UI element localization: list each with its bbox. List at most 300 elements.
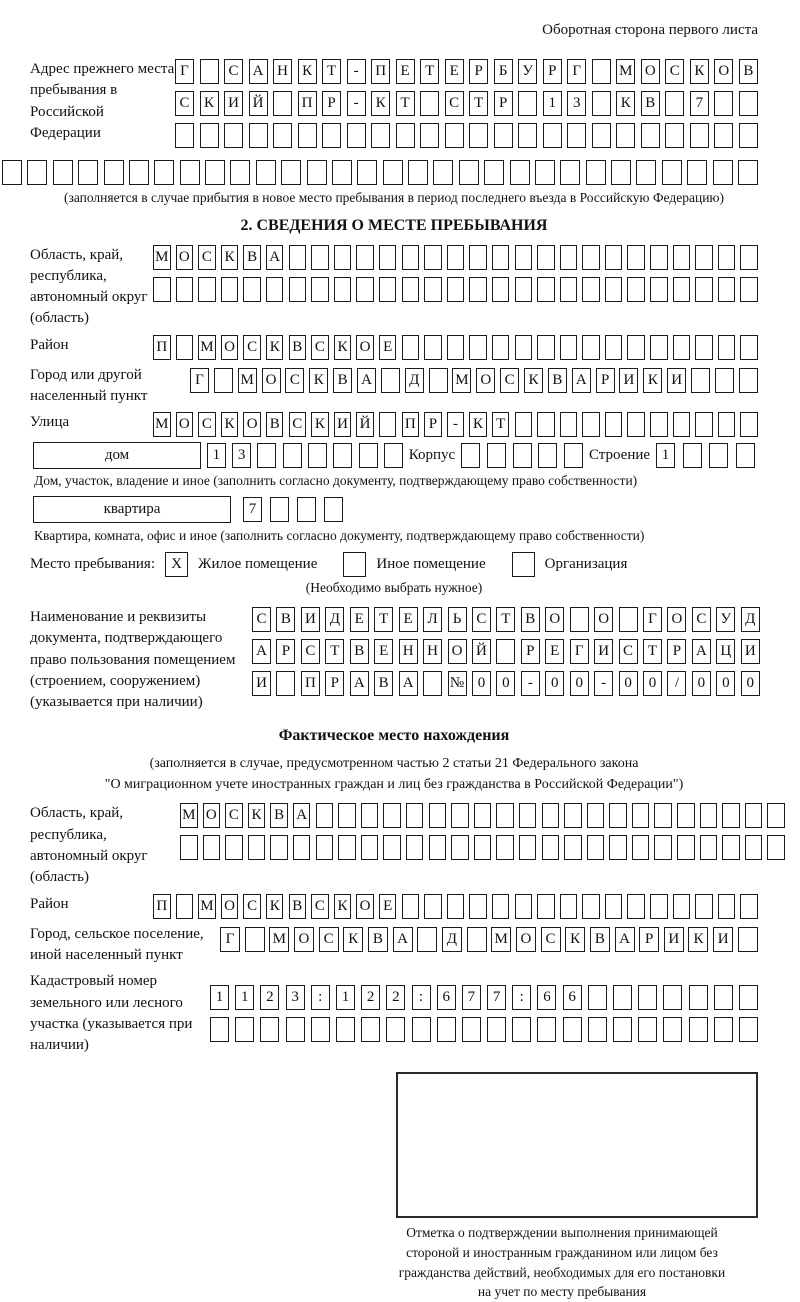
- char-cell[interactable]: [627, 412, 645, 437]
- char-cell[interactable]: [740, 894, 758, 919]
- char-cell[interactable]: [281, 160, 301, 185]
- char-cell[interactable]: Г: [570, 639, 589, 664]
- char-cell[interactable]: [745, 835, 763, 860]
- char-cell[interactable]: Р: [322, 91, 341, 116]
- char-cell[interactable]: [654, 803, 672, 828]
- char-cell[interactable]: [714, 123, 733, 148]
- char-cell[interactable]: [307, 160, 327, 185]
- char-cell[interactable]: Р: [543, 59, 562, 84]
- char-cell[interactable]: [560, 160, 580, 185]
- char-cell[interactable]: [738, 160, 758, 185]
- char-cell[interactable]: [492, 894, 510, 919]
- char-cell[interactable]: [361, 803, 379, 828]
- char-cell[interactable]: [714, 985, 733, 1010]
- char-cell[interactable]: [496, 803, 514, 828]
- char-cell[interactable]: [586, 160, 606, 185]
- char-cell[interactable]: П: [301, 671, 320, 696]
- checkbox-organization[interactable]: [512, 552, 535, 577]
- char-cell[interactable]: [153, 277, 171, 302]
- char-cell[interactable]: С: [500, 368, 519, 393]
- char-cell[interactable]: [289, 245, 307, 270]
- char-cell[interactable]: Т: [496, 607, 515, 632]
- char-cell[interactable]: П: [298, 91, 317, 116]
- char-cell[interactable]: С: [472, 607, 491, 632]
- char-cell[interactable]: 7: [487, 985, 506, 1010]
- char-cell[interactable]: [424, 894, 442, 919]
- char-cell[interactable]: [256, 160, 276, 185]
- char-cell[interactable]: [129, 160, 149, 185]
- char-cell[interactable]: К: [616, 91, 635, 116]
- char-cell[interactable]: 6: [437, 985, 456, 1010]
- char-cell[interactable]: К: [565, 927, 585, 952]
- char-cell[interactable]: [592, 91, 611, 116]
- char-cell[interactable]: В: [333, 368, 352, 393]
- char-cell[interactable]: П: [371, 59, 390, 84]
- char-cell[interactable]: Ц: [716, 639, 735, 664]
- char-cell[interactable]: С: [541, 927, 561, 952]
- char-cell[interactable]: К: [298, 59, 317, 84]
- char-cell[interactable]: В: [739, 59, 758, 84]
- char-cell[interactable]: Л: [423, 607, 442, 632]
- char-cell[interactable]: [429, 368, 448, 393]
- char-cell[interactable]: [687, 160, 707, 185]
- char-cell[interactable]: О: [448, 639, 467, 664]
- char-cell[interactable]: [619, 607, 638, 632]
- char-cell[interactable]: [718, 412, 736, 437]
- char-cell[interactable]: М: [198, 335, 216, 360]
- char-cell[interactable]: [406, 835, 424, 860]
- char-cell[interactable]: [447, 277, 465, 302]
- char-cell[interactable]: [445, 123, 464, 148]
- char-cell[interactable]: А: [350, 671, 369, 696]
- char-cell[interactable]: О: [262, 368, 281, 393]
- char-cell[interactable]: [180, 160, 200, 185]
- char-cell[interactable]: [519, 803, 537, 828]
- char-cell[interactable]: [383, 803, 401, 828]
- char-cell[interactable]: [402, 894, 420, 919]
- char-cell[interactable]: 6: [537, 985, 556, 1010]
- char-cell[interactable]: :: [512, 985, 531, 1010]
- char-cell[interactable]: И: [741, 639, 760, 664]
- char-cell[interactable]: [563, 1017, 582, 1042]
- char-cell[interactable]: [298, 123, 317, 148]
- char-cell[interactable]: О: [356, 335, 374, 360]
- char-cell[interactable]: :: [412, 985, 431, 1010]
- char-cell[interactable]: Е: [399, 607, 418, 632]
- char-cell[interactable]: 1: [235, 985, 254, 1010]
- char-cell[interactable]: [379, 412, 397, 437]
- char-cell[interactable]: [429, 835, 447, 860]
- char-cell[interactable]: [357, 160, 377, 185]
- char-cell[interactable]: А: [357, 368, 376, 393]
- char-cell[interactable]: [537, 412, 555, 437]
- char-cell[interactable]: 7: [462, 985, 481, 1010]
- char-cell[interactable]: 1: [207, 443, 226, 468]
- char-cell[interactable]: Г: [643, 607, 662, 632]
- char-cell[interactable]: И: [713, 927, 733, 952]
- char-cell[interactable]: [689, 1017, 708, 1042]
- char-cell[interactable]: [542, 835, 560, 860]
- char-cell[interactable]: [492, 245, 510, 270]
- char-cell[interactable]: [379, 277, 397, 302]
- char-cell[interactable]: С: [225, 803, 243, 828]
- char-cell[interactable]: Р: [325, 671, 344, 696]
- char-cell[interactable]: [214, 368, 233, 393]
- char-cell[interactable]: [225, 835, 243, 860]
- char-cell[interactable]: О: [667, 607, 686, 632]
- char-cell[interactable]: В: [521, 607, 540, 632]
- char-cell[interactable]: Е: [379, 894, 397, 919]
- char-cell[interactable]: 7: [243, 497, 262, 522]
- char-cell[interactable]: [663, 1017, 682, 1042]
- char-cell[interactable]: [543, 123, 562, 148]
- char-cell[interactable]: [740, 412, 758, 437]
- char-cell[interactable]: [257, 443, 276, 468]
- char-cell[interactable]: И: [594, 639, 613, 664]
- char-cell[interactable]: Т: [374, 607, 393, 632]
- char-cell[interactable]: [605, 245, 623, 270]
- char-cell[interactable]: 2: [361, 985, 380, 1010]
- char-cell[interactable]: С: [252, 607, 271, 632]
- char-cell[interactable]: [200, 123, 219, 148]
- char-cell[interactable]: В: [289, 894, 307, 919]
- char-cell[interactable]: [176, 894, 194, 919]
- char-cell[interactable]: К: [688, 927, 708, 952]
- char-cell[interactable]: 1: [543, 91, 562, 116]
- char-cell[interactable]: [402, 335, 420, 360]
- char-cell[interactable]: [627, 277, 645, 302]
- char-cell[interactable]: [665, 123, 684, 148]
- char-cell[interactable]: В: [289, 335, 307, 360]
- char-cell[interactable]: М: [153, 412, 171, 437]
- char-cell[interactable]: 3: [286, 985, 305, 1010]
- char-cell[interactable]: [154, 160, 174, 185]
- char-cell[interactable]: [582, 412, 600, 437]
- char-cell[interactable]: Р: [639, 927, 659, 952]
- char-cell[interactable]: -: [447, 412, 465, 437]
- char-cell[interactable]: М: [153, 245, 171, 270]
- char-cell[interactable]: [560, 412, 578, 437]
- char-cell[interactable]: [738, 927, 758, 952]
- char-cell[interactable]: У: [518, 59, 537, 84]
- char-cell[interactable]: [518, 123, 537, 148]
- char-cell[interactable]: [582, 894, 600, 919]
- char-cell[interactable]: [689, 985, 708, 1010]
- char-cell[interactable]: Д: [325, 607, 344, 632]
- char-cell[interactable]: [567, 123, 586, 148]
- char-cell[interactable]: [447, 894, 465, 919]
- char-cell[interactable]: [740, 335, 758, 360]
- char-cell[interactable]: И: [301, 607, 320, 632]
- char-cell[interactable]: [433, 160, 453, 185]
- char-cell[interactable]: [347, 123, 366, 148]
- char-cell[interactable]: [650, 245, 668, 270]
- char-cell[interactable]: [467, 927, 487, 952]
- checkbox-other-premises[interactable]: [343, 552, 366, 577]
- char-cell[interactable]: [695, 894, 713, 919]
- char-cell[interactable]: [205, 160, 225, 185]
- char-cell[interactable]: [745, 803, 763, 828]
- char-cell[interactable]: 0: [741, 671, 760, 696]
- char-cell[interactable]: [564, 443, 583, 468]
- char-cell[interactable]: 1: [210, 985, 229, 1010]
- char-cell[interactable]: В: [590, 927, 610, 952]
- char-cell[interactable]: [537, 245, 555, 270]
- char-cell[interactable]: :: [311, 985, 330, 1010]
- char-cell[interactable]: [677, 803, 695, 828]
- char-cell[interactable]: [718, 245, 736, 270]
- char-cell[interactable]: [582, 335, 600, 360]
- char-cell[interactable]: 3: [232, 443, 251, 468]
- char-cell[interactable]: [383, 835, 401, 860]
- char-cell[interactable]: [695, 245, 713, 270]
- char-cell[interactable]: 0: [496, 671, 515, 696]
- char-cell[interactable]: О: [176, 245, 194, 270]
- char-cell[interactable]: [474, 835, 492, 860]
- char-cell[interactable]: [180, 835, 198, 860]
- char-cell[interactable]: [484, 160, 504, 185]
- char-cell[interactable]: Й: [472, 639, 491, 664]
- char-cell[interactable]: [739, 123, 758, 148]
- char-cell[interactable]: [560, 277, 578, 302]
- char-cell[interactable]: [650, 894, 668, 919]
- house-type-box[interactable]: дом: [33, 442, 201, 469]
- char-cell[interactable]: [740, 277, 758, 302]
- char-cell[interactable]: [592, 123, 611, 148]
- char-cell[interactable]: П: [153, 894, 171, 919]
- char-cell[interactable]: [384, 443, 403, 468]
- char-cell[interactable]: -: [347, 91, 366, 116]
- char-cell[interactable]: [613, 985, 632, 1010]
- char-cell[interactable]: [423, 671, 442, 696]
- char-cell[interactable]: [311, 277, 329, 302]
- char-cell[interactable]: 3: [567, 91, 586, 116]
- char-cell[interactable]: М: [238, 368, 257, 393]
- char-cell[interactable]: К: [371, 91, 390, 116]
- char-cell[interactable]: [638, 1017, 657, 1042]
- char-cell[interactable]: [605, 335, 623, 360]
- char-cell[interactable]: [402, 245, 420, 270]
- char-cell[interactable]: В: [276, 607, 295, 632]
- char-cell[interactable]: А: [572, 368, 591, 393]
- char-cell[interactable]: Е: [445, 59, 464, 84]
- char-cell[interactable]: [739, 1017, 758, 1042]
- char-cell[interactable]: К: [469, 412, 487, 437]
- char-cell[interactable]: О: [714, 59, 733, 84]
- char-cell[interactable]: К: [309, 368, 328, 393]
- char-cell[interactable]: Д: [442, 927, 462, 952]
- char-cell[interactable]: [740, 245, 758, 270]
- char-cell[interactable]: [270, 835, 288, 860]
- char-cell[interactable]: [200, 59, 219, 84]
- char-cell[interactable]: Р: [521, 639, 540, 664]
- char-cell[interactable]: [333, 443, 352, 468]
- char-cell[interactable]: [334, 245, 352, 270]
- char-cell[interactable]: [27, 160, 47, 185]
- char-cell[interactable]: [677, 835, 695, 860]
- char-cell[interactable]: П: [153, 335, 171, 360]
- char-cell[interactable]: [210, 1017, 229, 1042]
- char-cell[interactable]: С: [198, 245, 216, 270]
- char-cell[interactable]: С: [301, 639, 320, 664]
- char-cell[interactable]: [616, 123, 635, 148]
- char-cell[interactable]: [469, 894, 487, 919]
- char-cell[interactable]: Б: [494, 59, 513, 84]
- char-cell[interactable]: [198, 277, 216, 302]
- char-cell[interactable]: [715, 368, 734, 393]
- char-cell[interactable]: [700, 835, 718, 860]
- char-cell[interactable]: К: [221, 412, 239, 437]
- char-cell[interactable]: [560, 335, 578, 360]
- char-cell[interactable]: [537, 1017, 556, 1042]
- char-cell[interactable]: [336, 1017, 355, 1042]
- char-cell[interactable]: И: [224, 91, 243, 116]
- char-cell[interactable]: О: [203, 803, 221, 828]
- char-cell[interactable]: [542, 803, 560, 828]
- char-cell[interactable]: А: [692, 639, 711, 664]
- char-cell[interactable]: [695, 412, 713, 437]
- char-cell[interactable]: [673, 335, 691, 360]
- char-cell[interactable]: [104, 160, 124, 185]
- char-cell[interactable]: [316, 803, 334, 828]
- char-cell[interactable]: [673, 277, 691, 302]
- char-cell[interactable]: Р: [424, 412, 442, 437]
- char-cell[interactable]: К: [266, 894, 284, 919]
- char-cell[interactable]: К: [343, 927, 363, 952]
- char-cell[interactable]: [714, 1017, 733, 1042]
- char-cell[interactable]: Д: [741, 607, 760, 632]
- char-cell[interactable]: К: [643, 368, 662, 393]
- char-cell[interactable]: [273, 91, 292, 116]
- char-cell[interactable]: Р: [596, 368, 615, 393]
- char-cell[interactable]: [260, 1017, 279, 1042]
- char-cell[interactable]: 1: [656, 443, 675, 468]
- char-cell[interactable]: С: [243, 894, 261, 919]
- char-cell[interactable]: [417, 927, 437, 952]
- char-cell[interactable]: [627, 335, 645, 360]
- char-cell[interactable]: [636, 160, 656, 185]
- char-cell[interactable]: О: [545, 607, 564, 632]
- char-cell[interactable]: [474, 803, 492, 828]
- char-cell[interactable]: [248, 835, 266, 860]
- char-cell[interactable]: 6: [563, 985, 582, 1010]
- char-cell[interactable]: [700, 803, 718, 828]
- char-cell[interactable]: [515, 245, 533, 270]
- char-cell[interactable]: Т: [643, 639, 662, 664]
- char-cell[interactable]: [537, 894, 555, 919]
- char-cell[interactable]: [560, 894, 578, 919]
- char-cell[interactable]: [588, 985, 607, 1010]
- char-cell[interactable]: В: [641, 91, 660, 116]
- char-cell[interactable]: О: [516, 927, 536, 952]
- char-cell[interactable]: О: [243, 412, 261, 437]
- char-cell[interactable]: М: [616, 59, 635, 84]
- char-cell[interactable]: [496, 835, 514, 860]
- char-cell[interactable]: Ь: [448, 607, 467, 632]
- char-cell[interactable]: [230, 160, 250, 185]
- char-cell[interactable]: В: [368, 927, 388, 952]
- char-cell[interactable]: Н: [399, 639, 418, 664]
- char-cell[interactable]: [535, 160, 555, 185]
- char-cell[interactable]: [203, 835, 221, 860]
- char-cell[interactable]: С: [198, 412, 216, 437]
- char-cell[interactable]: [420, 123, 439, 148]
- char-cell[interactable]: [381, 368, 400, 393]
- char-cell[interactable]: Е: [379, 335, 397, 360]
- char-cell[interactable]: [406, 803, 424, 828]
- char-cell[interactable]: [510, 160, 530, 185]
- char-cell[interactable]: [487, 1017, 506, 1042]
- char-cell[interactable]: -: [347, 59, 366, 84]
- char-cell[interactable]: 7: [690, 91, 709, 116]
- char-cell[interactable]: [447, 245, 465, 270]
- char-cell[interactable]: 0: [472, 671, 491, 696]
- char-cell[interactable]: С: [175, 91, 194, 116]
- char-cell[interactable]: [663, 985, 682, 1010]
- char-cell[interactable]: [496, 639, 515, 664]
- char-cell[interactable]: П: [402, 412, 420, 437]
- char-cell[interactable]: [424, 335, 442, 360]
- char-cell[interactable]: [424, 277, 442, 302]
- char-cell[interactable]: [605, 412, 623, 437]
- char-cell[interactable]: У: [716, 607, 735, 632]
- char-cell[interactable]: [311, 245, 329, 270]
- char-cell[interactable]: К: [334, 894, 352, 919]
- char-cell[interactable]: С: [289, 412, 307, 437]
- char-cell[interactable]: Т: [469, 91, 488, 116]
- char-cell[interactable]: [492, 277, 510, 302]
- char-cell[interactable]: [338, 803, 356, 828]
- char-cell[interactable]: И: [334, 412, 352, 437]
- char-cell[interactable]: О: [594, 607, 613, 632]
- char-cell[interactable]: [515, 277, 533, 302]
- char-cell[interactable]: В: [350, 639, 369, 664]
- char-cell[interactable]: [650, 412, 668, 437]
- char-cell[interactable]: [383, 160, 403, 185]
- char-cell[interactable]: [564, 835, 582, 860]
- char-cell[interactable]: О: [356, 894, 374, 919]
- char-cell[interactable]: 2: [386, 985, 405, 1010]
- char-cell[interactable]: [690, 123, 709, 148]
- char-cell[interactable]: [293, 835, 311, 860]
- char-cell[interactable]: В: [270, 803, 288, 828]
- char-cell[interactable]: К: [334, 335, 352, 360]
- char-cell[interactable]: [286, 1017, 305, 1042]
- char-cell[interactable]: [487, 443, 506, 468]
- char-cell[interactable]: [560, 245, 578, 270]
- char-cell[interactable]: О: [294, 927, 314, 952]
- char-cell[interactable]: [316, 835, 334, 860]
- char-cell[interactable]: М: [452, 368, 471, 393]
- char-cell[interactable]: [53, 160, 73, 185]
- char-cell[interactable]: [587, 835, 605, 860]
- char-cell[interactable]: [662, 160, 682, 185]
- char-cell[interactable]: [424, 245, 442, 270]
- char-cell[interactable]: [665, 91, 684, 116]
- char-cell[interactable]: [718, 277, 736, 302]
- char-cell[interactable]: Н: [423, 639, 442, 664]
- char-cell[interactable]: [767, 835, 785, 860]
- char-cell[interactable]: Т: [325, 639, 344, 664]
- char-cell[interactable]: [224, 123, 243, 148]
- char-cell[interactable]: [338, 835, 356, 860]
- char-cell[interactable]: [605, 277, 623, 302]
- char-cell[interactable]: Н: [273, 59, 292, 84]
- char-cell[interactable]: [371, 123, 390, 148]
- char-cell[interactable]: В: [548, 368, 567, 393]
- char-cell[interactable]: [722, 803, 740, 828]
- apartment-type-box[interactable]: квартира: [33, 496, 231, 523]
